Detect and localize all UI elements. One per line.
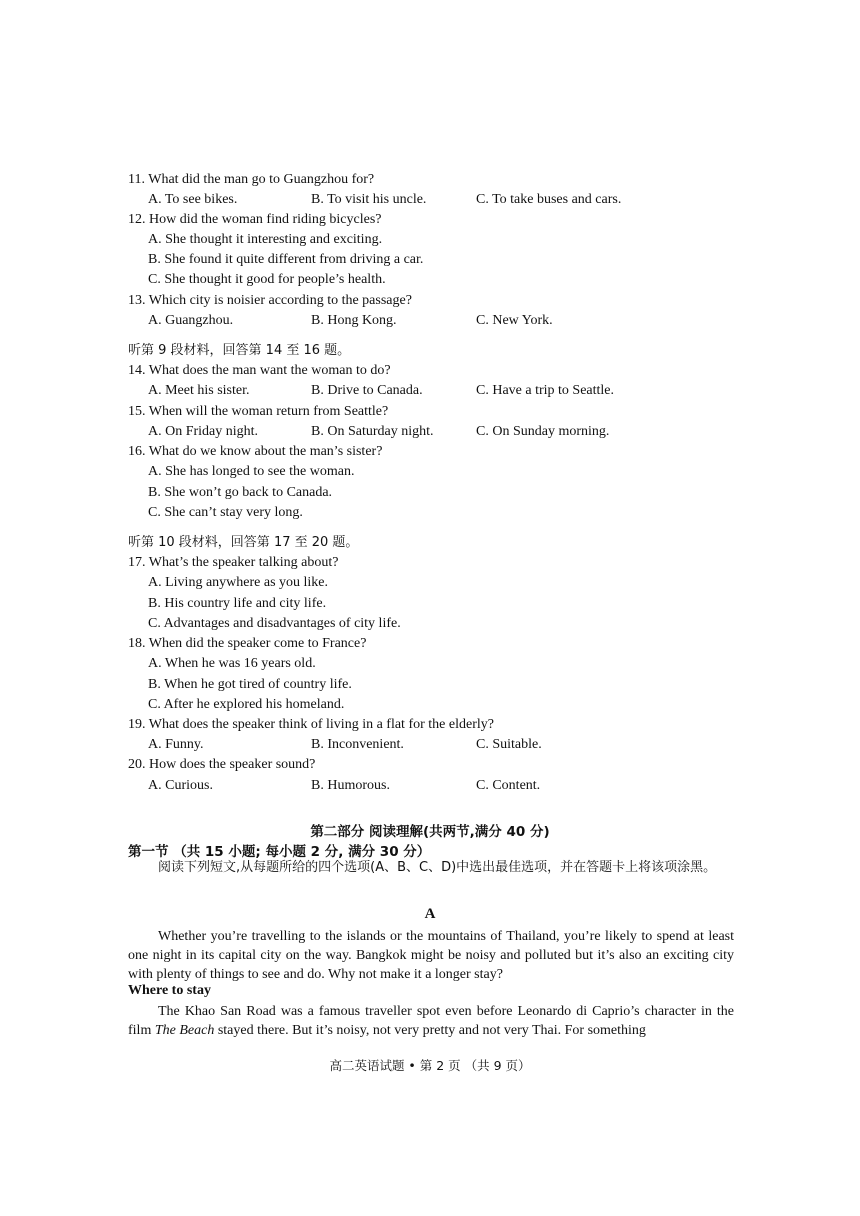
option-15a: A. On Friday night. — [148, 424, 259, 439]
passage-letter: A — [424, 906, 436, 922]
option-12a: A. She thought it interesting and exciting. — [148, 232, 383, 247]
option-17c: C. Advantages and disadvantages of city life. — [148, 616, 401, 631]
film-title: The Beach — [154, 1023, 215, 1038]
option-19b: B. Inconvenient. — [311, 737, 404, 752]
question-13: 13. Which city is noisier according to the passage? — [128, 293, 412, 308]
question-11: 11. What did the man go to Guangzhou for? — [128, 172, 375, 187]
option-15c: C. On Sunday morning. — [476, 424, 610, 439]
option-16a: A. She has longed to see the woman. — [148, 464, 355, 479]
question-20: 20. How does the speaker sound? — [128, 757, 316, 772]
question-18: 18. When did the speaker come to France? — [128, 636, 367, 651]
paragraph-2 — [128, 1002, 734, 1040]
option-14a: A. Meet his sister. — [148, 383, 250, 398]
option-12c: C. She thought it good for people’s health. — [148, 272, 386, 287]
option-18a: A. When he was 16 years old. — [148, 656, 316, 671]
option-16b: B. She won’t go back to Canada. — [148, 485, 333, 500]
question-15: 15. When will the woman return from Seattle? — [128, 404, 389, 419]
question-19: 19. What does the speaker think of living in a flat for the elderly? — [128, 717, 494, 732]
option-13b: B. Hong Kong. — [311, 313, 397, 328]
option-17b: B. His country life and city life. — [148, 596, 327, 611]
page-footer: 高二英语试题 • 第 2 页 （共 9 页） — [329, 1058, 531, 1073]
option-13c: C. New York. — [476, 313, 553, 328]
subheading-where-to-stay: Where to stay — [128, 983, 211, 998]
paragraph-2-text-a: The Khao San Road was a famous traveller spot even before Leonardo di Caprio’s character in the film — [128, 1004, 734, 1038]
option-17a: A. Living anywhere as you like. — [148, 575, 329, 590]
option-14b: B. Drive to Canada. — [311, 383, 423, 398]
option-13a: A. Guangzhou. — [148, 313, 234, 328]
option-14c: C. Have a trip to Seattle. — [476, 383, 615, 398]
section-heading: 第一节 （共 15 小题; 每小题 2 分, 满分 30 分） — [128, 844, 431, 860]
question-16: 16. What do we know about the man’s sister? — [128, 444, 383, 459]
question-17: 17. What’s the speaker talking about? — [128, 555, 339, 570]
option-11c: C. To take buses and cars. — [476, 192, 622, 207]
question-14: 14. What does the man want the woman to do? — [128, 363, 391, 378]
paragraph-2-text-b: stayed there. But it’s noisy, not very pretty and not very Thai. For something — [214, 1023, 646, 1038]
part-title: 第二部分 阅读理解(共两节,满分 40 分) — [310, 824, 550, 840]
option-12b: B. She found it quite different from driving a car. — [148, 252, 424, 267]
option-18b: B. When he got tired of country life. — [148, 677, 352, 692]
option-20c: C. Content. — [476, 778, 541, 793]
option-18c: C. After he explored his homeland. — [148, 697, 345, 712]
question-12: 12. How did the woman find riding bicycles? — [128, 212, 382, 227]
listening-direction-9: 听第 9 段材料，回答第 14 至 16 题。 — [128, 343, 351, 358]
listening-direction-10: 听第 10 段材料，回答第 17 至 20 题。 — [128, 535, 359, 550]
option-15b: B. On Saturday night. — [311, 424, 434, 439]
option-11a: A. To see bikes. — [148, 192, 238, 207]
option-20a: A. Curious. — [148, 778, 213, 793]
instructions: 阅读下列短文,从每题所给的四个选项(A、B、C、D)中选出最佳选项，并在答题卡上将该项涂黑。 — [158, 860, 717, 875]
paragraph-1: Whether you’re travelling to the islands or the mountains of Thailand, you’re likely to spend at least one night in its capital city on the way. Bangkok might be noisy and polluted but it’s also an exciting city with plenty of things to see and do. Why not make it a longer stay? — [128, 929, 734, 982]
option-16c: C. She can’t stay very long. — [148, 505, 303, 520]
option-11b: B. To visit his uncle. — [311, 192, 427, 207]
option-19c: C. Suitable. — [476, 737, 542, 752]
option-20b: B. Humorous. — [311, 778, 390, 793]
option-19a: A. Funny. — [148, 737, 204, 752]
